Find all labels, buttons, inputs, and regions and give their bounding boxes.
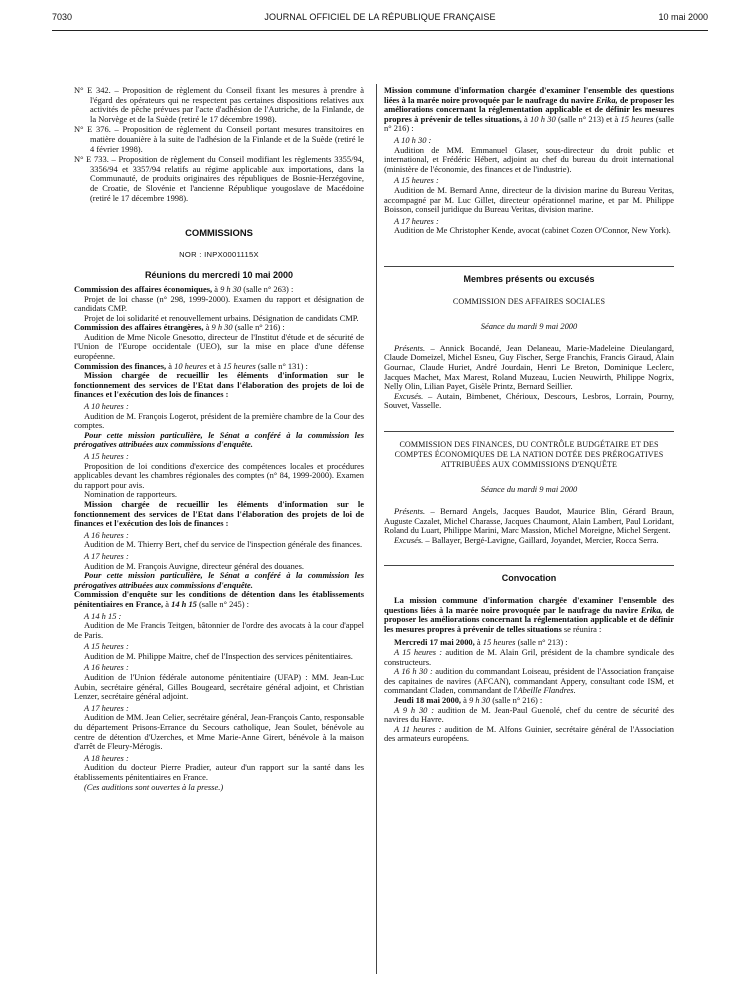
eu-item: N° E 342. – Proposition de règlement du Conseil fixant les mesures à prendre à l'égard des opérateurs qui ne respectent pas certaines dispositions relatives aux activités de pêche prévues par l'acte d'adhésion de l'Autriche, de la Finlande, de la Norvège et de la Suède (retiré le 17 décembre 1998). [74, 85, 364, 124]
agenda-text: Audition de Me Francis Teitgen, bâtonnier de l'ordre des avocats à la cour d'appel de Paris. [74, 620, 364, 640]
convocation-heading: Convocation [501, 573, 557, 584]
agenda-text: A 11 heures : audition de M. Alfons Guinier, secrétaire général de l'Association des armateurs européens. [384, 723, 674, 744]
time-slot: A 16 heures : [84, 662, 129, 673]
time-slot: A 10 h 30 : [394, 134, 432, 145]
page-number: 7030 [52, 12, 73, 22]
time-slot: A 10 heures : [84, 401, 129, 412]
time-slot: A 15 heures : [394, 175, 439, 186]
header-rule [52, 30, 708, 31]
meeting-date: Jeudi 18 mai 2000, à 9 h 30 (salle n° 216) : [394, 694, 543, 705]
eu-item: N° E 376. – Proposition de règlement du Conseil portant mesures transitoires en matière douanière à la suite de l'adhésion de la Finlande et de la Suède (retiré le 4 février 1998). [74, 124, 364, 154]
reunions-heading: Réunions du mercredi 10 mai 2000 [144, 270, 294, 281]
commission-line: Commission d'enquête sur les conditions de détention dans les établissements pénitentiaires en France, à 14 h 15 (salle n° 245) : [74, 589, 364, 609]
presents-list: Présents. – Bernard Angels, Jacques Baudot, Maurice Blin, Gérard Braun, Auguste Cazalet, Michel Charasse, Jacques Chaumont, Alain Lambert, Paul Loridant, Roland du Luart, Philippe Marini, Marc Massion, Michel Moreigne, Michel Sergent. [384, 506, 674, 536]
senat-note: Pour cette mission particulière, le Sénat a conféré à la commission les prérogatives attribuées aux commissions d'enquête. [74, 429, 364, 450]
press-note: (Ces auditions sont ouvertes à la presse.) [84, 781, 224, 792]
excuses-list: Excusés. – Ballayer, Bergé-Lavigne, Gaillard, Joyandet, Mercier, Rocca Serra. [394, 534, 659, 545]
agenda-text: Audition de MM. Jean Celier, secrétaire général, Jean-François Canto, responsable du département Prisons-Errance du Secours catholique, Jean Soulet, bénévole au centre de détention d'Uzerches, et Mme Marie-Anne Girert, bénévole à la maison d'arrêt de Fleury-Mérogis. [74, 712, 364, 752]
commissions-heading: COMMISSIONS [185, 227, 253, 239]
time-slot: A 17 heures : [84, 702, 129, 713]
time-slot: A 15 heures : [84, 451, 129, 461]
left-column [74, 86, 364, 792]
agenda-text: Audition de M. Thierry Bert, chef du service de l'inspection générale des finances. [84, 539, 363, 550]
agenda-text: Audition de Mme Nicole Gnesotto, directeur de l'Institut d'étude et de sécurité de l'Union de l'Europe occidentale (UEO), sur la mise en place d'une défense européenne. [74, 331, 364, 362]
time-slot: A 17 heures : [394, 215, 439, 226]
excuses-list: Excusés. – Autain, Bimbenet, Chérioux, Descours, Lesbros, Lorrain, Pourny, Souvet, Vasselle. [384, 390, 674, 411]
journal-title: JOURNAL OFFICIEL DE LA RÉPUBLIQUE FRANÇAISE [264, 12, 496, 22]
senat-note: Pour cette mission particulière, le Sénat a conféré à la commission les prérogatives attribuées aux commissions d'enquête. [74, 570, 364, 590]
agenda-text: Nomination de rapporteurs. [84, 489, 178, 500]
agenda-text: Audition de M. Bernard Anne, directeur de la division marine du Bureau Veritas, accompagné par M. Luc Gillet, directeur opérationnel marine, et par M. Philippe Boisson, conseil juridique du Bureau Veritas, division marine. [384, 184, 674, 215]
agenda-text: Audition de M. François Auvigne, directeur général des douanes. [84, 560, 305, 571]
agenda-text: Projet de loi chasse (n° 298, 1999-2000). Examen du rapport et désignation de candidats CMP. [74, 293, 364, 314]
agenda-text: Projet de loi solidarité et renouvellement urbains. Désignation de candidats CMP. [84, 312, 359, 323]
agenda-text: Audition du docteur Pierre Pradier, auteur d'un rapport sur la santé dans les établissements pénitentiaires en France. [74, 762, 364, 782]
mission-title: Mission chargée de recueillir les éléments d'information sur le fonctionnement des services de l'Etat dans l'élaboration des projets de loi de finances et l'exécution des lois de finances : [74, 498, 364, 529]
issue-date: 10 mai 2000 [658, 12, 708, 22]
meeting-date: Mercredi 17 mai 2000, à 15 heures (salle n° 213) : [394, 637, 568, 648]
page-header [52, 12, 708, 28]
agenda-text: Audition de M. François Logerot, président de la première chambre de la Cour des comptes. [74, 410, 364, 431]
commission-line: Commission des finances, à 10 heures et à 15 heures (salle n° 131) : [74, 360, 308, 371]
time-slot: A 16 heures : [84, 529, 129, 540]
seance-date: Séance du mardi 9 mai 2000 [480, 484, 578, 495]
convocation-intro: La mission commune d'information chargée d'examiner l'ensemble des questions liées à la marée noire provoquée par le naufrage du navire Erika, de proposer les améliorations concernant la réglementation applicable et de définir les mesures propres à prévenir de telles situations se réunira : [384, 595, 675, 634]
nor-reference: NOR : INPX0001115X [179, 249, 259, 259]
eu-item: N° E 733. – Proposition de règlement du Conseil modifiant les règlements 3355/94, 3356/94 et 3357/94 relatifs au régime applicable aux importations, dans la Communauté, de produits originaires des républiques de Bosnie-Herzégovine, de Croatie, de Slovénie et l'ancienne République yougoslave de Macédoine (retiré le 17 décembre 1998). [74, 154, 364, 203]
agenda-text: A 15 heures : audition de M. Alain Gril, président de la chambre syndicale des constructeurs. [384, 646, 674, 667]
commission-line: Commission des affaires économiques, à 9 h 30 (salle n° 263) : [74, 283, 294, 294]
agenda-text: A 16 h 30 : audition du commandant Loiseau, président de l'Association française des capitaines de navires (AFCAN), commandant Appery, consultant code ISM, et commandant Claden, commandant de l'Abeille Flandres. [384, 666, 675, 696]
agenda-text: Audition de l'Union fédérale autonome pénitentiaire (UFAP) : MM. Jean-Luc Aubin, secrétaire général, Gilles Bougeard, secrétaire général adjoint, et Christian Lenzer, secrétaire général adjoint. [74, 672, 364, 702]
agenda-text: A 9 h 30 : audition de M. Jean-Paul Guenolé, chef du centre de sécurité des navires du Havre. [384, 704, 675, 725]
agenda-text: Audition de Me Christopher Kende, avocat (cabinet Cozen O'Connor, New York). [394, 225, 671, 236]
right-column [384, 86, 674, 744]
membres-heading: Membres présents ou excusés [463, 273, 595, 284]
commission-heading: COMMISSION DES FINANCES, DU CONTRÔLE BUDGÉTAIRE ET DES COMPTES ÉCONOMIQUES DE LA NATION DOTÉE DES PRÉROGATIVES ATTRIBUÉES AUX COMMISSIONS D'ENQUÊTE [394, 440, 664, 469]
commission-heading: COMMISSION DES AFFAIRES SOCIALES [452, 296, 606, 306]
seance-date: Séance du mardi 9 mai 2000 [480, 321, 578, 332]
time-slot: A 17 heures : [84, 550, 129, 561]
time-slot: A 14 h 15 : [84, 610, 122, 621]
commission-line: Commission des affaires étrangères, à 9 h 30 (salle n° 216) : [74, 322, 285, 333]
agenda-text: Audition de MM. Emmanuel Glaser, sous-directeur du droit public et international, et Frédéric Hébert, adjoint au chef du bureau du droit international (ministère de l'économie, des finances et de l'industrie). [384, 144, 674, 174]
presents-list: Présents. – Annick Bocandé, Jean Delaneau, Marie-Madeleine Dieulangard, Claude Domeizel, Michel Esneu, Guy Fischer, Serge Franchis, Francis Giraud, Alain Gournac, Claude Huriet, André Jourdain, Henri Le Breton, Dominique Leclerc, Jacques Machet, Max Marest, Roland Muzeau, Lucien Neuwirth, Philippe Nogrix, Nelly Olin, Lilian Payet, Gisèle Printz, Bernard Seillier. [384, 342, 674, 392]
agenda-text: Audition de M. Philippe Maitre, chef de l'Inspection des services pénitentiaires. [84, 650, 353, 661]
time-slot: A 18 heures : [84, 752, 129, 763]
agenda-text: Proposition de loi conditions d'exercice des compétences locales et procédures applicables devant les chambres régionales des comptes (n° 84, 1999-2000). Examen du rapport pour avis. [74, 460, 364, 490]
mission-line: Mission commune d'information chargée d'examiner l'ensemble des questions liées à la marée noire provoquée par le naufrage du navire Erika, de proposer les améliorations concernant la réglementation applicable et de définir les mesures propres à prévenir de telles situations, à 10 h 30 (salle n° 213) et à 15 heures (salle n° 216) : [384, 85, 675, 134]
time-slot: A 15 heures : [84, 641, 129, 652]
column-divider [376, 84, 377, 974]
mission-title: Mission chargée de recueillir les éléments d'information sur le fonctionnement des services de l'Etat dans l'élaboration des projets de loi de finances et l'exécution des lois de finances : [74, 370, 364, 400]
